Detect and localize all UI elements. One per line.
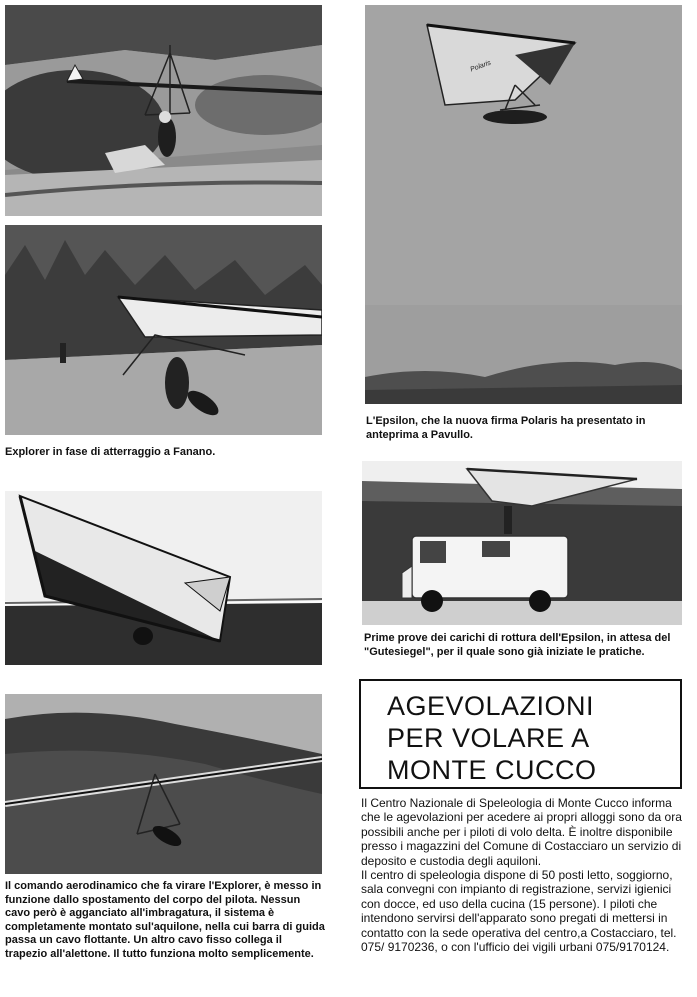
article-paragraph-2: Il centro di speleologia dispone di 50 posti letto, soggiorno, sala convegni con impianto di registrazione, servizi igienici con docce, ed uso della cucina (15 persone). I piloti che intendono servirsi dell'apparato sono pregati di mettersi in contatto con la sede operativa del centro,a Costacciaro, tel. 075/ 9170236, o con l'ufficio dei vigili urbani 075/9170124.: [361, 868, 677, 955]
caption-break-tests: Prime prove dei carichi di rottura dell'Epsilon, in attesa del "Gutesiegel", per il quale sono già iniziate le pratiche.: [364, 632, 671, 658]
headline-line-3: MONTE CUCCO: [387, 755, 597, 785]
headline-box: [359, 679, 682, 789]
photo-glider-turning: [5, 694, 322, 874]
caption-epsilon-preview: L'Epsilon, che la nuova firma Polaris ha presentato in anteprima a Pavullo.: [366, 415, 646, 441]
headline-line-1: AGEVOLAZIONI: [387, 691, 595, 721]
photo-explorer-landing: [5, 225, 322, 435]
caption-explorer-landing: Explorer in fase di atterraggio a Fanano.: [5, 446, 216, 458]
photo-epsilon-flight: [365, 5, 682, 404]
epsilon-sail-text: Polaris: [469, 59, 492, 74]
caption-aero-control: Il comando aerodinamico che fa virare l'Explorer, è messo in funzione dallo spostamento del corpo del pilota. Nessun cavo però è agganciato all'imbragatura, il sistema è completamente montato sul'aquilone, nella cui barra di guida passa un cavo flottante. Un altro cavo fisso collega il trapezio all'alettone. Il tutto funziona molto semplicemente.: [5, 880, 325, 960]
article-paragraph-1: Il Centro Nazionale di Speleologia di Monte Cucco informa che le agevolazioni per acedere ai propri alloggi sono da ora possibili anche per i piloti di volo delta. È inoltre disponibile presso i magazzini del Comune di Costacciaro un servizio di deposito e custodia degli aquiloni.: [361, 796, 682, 868]
article-body: [361, 796, 686, 954]
photo-van-with-glider: [362, 461, 682, 625]
headline-line-2: PER VOLARE A: [387, 723, 590, 753]
photo-glider-over-hill: [5, 5, 322, 216]
photo-glider-on-ground: [5, 491, 322, 665]
